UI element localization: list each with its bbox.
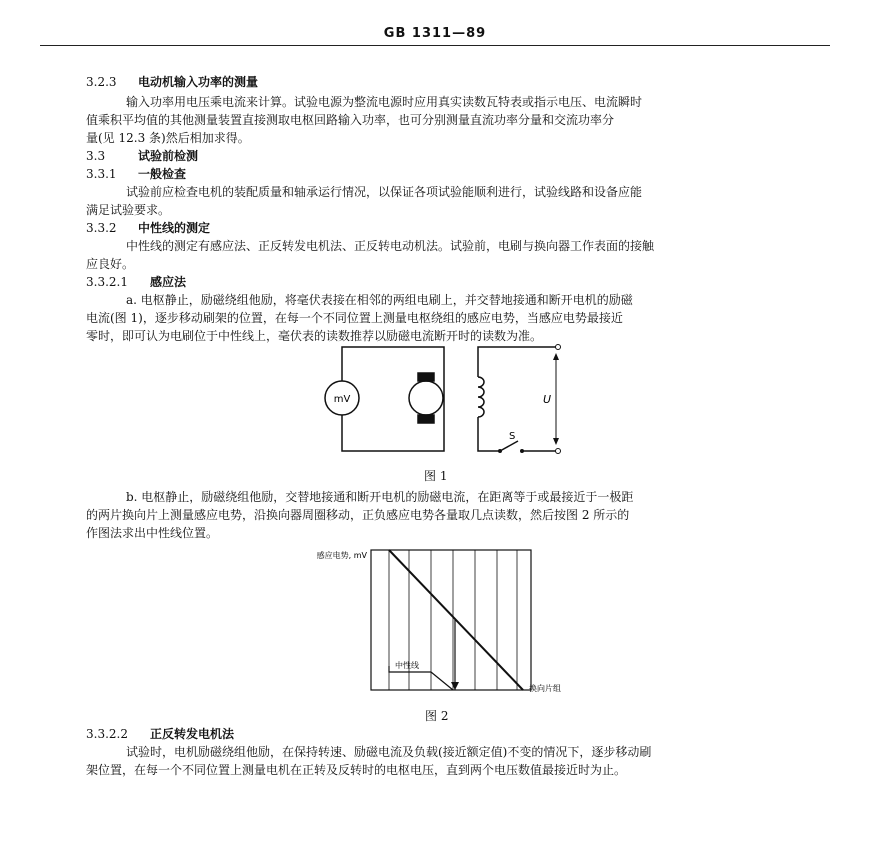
voltage-arrow-head-down bbox=[553, 438, 559, 445]
figure-2-graph bbox=[285, 540, 595, 700]
paragraph-line: 量(见 12.3 条)然后相加求得。 bbox=[86, 131, 250, 145]
header-rule bbox=[40, 45, 830, 46]
paragraph-line: b. 电枢静止，励磁绕组他励，交替地接通和断开电机的励磁电流，在距离等于或最接近于一极距 bbox=[126, 490, 634, 504]
section-heading-3-3-2-2 bbox=[86, 726, 234, 743]
voltage-label: U bbox=[543, 393, 552, 406]
section-number: 3.3.2 bbox=[86, 221, 117, 235]
terminal-top bbox=[556, 345, 561, 350]
section-title: 中性线的测定 bbox=[138, 221, 211, 235]
section-title: 试验前检测 bbox=[138, 149, 199, 163]
section-heading-3-3-2-1 bbox=[86, 274, 186, 291]
section-heading-3-2-3 bbox=[86, 74, 258, 91]
field-coil-icon bbox=[478, 377, 484, 417]
paragraph-line: a. 电枢静止，励磁绕组他励，将毫伏表接在相邻的两组电刷上，并交替地接通和断开电机的励磁 bbox=[126, 293, 633, 307]
y-axis-label: 感应电势, mV bbox=[316, 551, 367, 560]
motor-armature-icon bbox=[409, 381, 443, 415]
page-header: GB 1311—89 bbox=[383, 26, 487, 41]
figure-2-caption: 图 2 bbox=[425, 709, 449, 723]
paragraph-line: 的两片换向片上测量感应电势，沿换向器周圈移动，正负感应电势各量取几点读数，然后按图 2 所示的 bbox=[86, 508, 630, 522]
paragraph-line: 试验前应检查电机的装配质量和轴承运行情况，以保证各项试验能顺利进行，试验线路和设备应能 bbox=[126, 185, 643, 199]
paragraph-line: 作图法求出中性线位置。 bbox=[86, 526, 219, 540]
section-title: 感应法 bbox=[150, 275, 187, 289]
switch-contact-right bbox=[520, 449, 524, 453]
figure-1-caption: 图 1 bbox=[424, 469, 448, 483]
voltage-arrow-head-up bbox=[553, 353, 559, 360]
brush-bottom bbox=[418, 415, 434, 423]
paragraph-line: 试验时，电机励磁绕组他励，在保持转速、励磁电流及负载(接近额定值)不变的情况下，逐步移动刷 bbox=[126, 745, 652, 759]
x-axis-label: 换向片组 bbox=[529, 684, 561, 693]
paragraph-line: 应良好。 bbox=[86, 257, 135, 271]
section-number: 3.2.3 bbox=[86, 75, 117, 89]
switch-blade bbox=[500, 441, 518, 451]
field-circuit-wire bbox=[478, 347, 558, 377]
paragraph-line: 满足试验要求。 bbox=[86, 203, 171, 217]
section-number: 3.3.2.1 bbox=[86, 275, 128, 289]
brush-top bbox=[418, 373, 434, 381]
paragraph-line: 值乘积平均值的其他测量装置直接测取电枢回路输入功率，也可分别测量直流功率分量和交流功率分 bbox=[86, 113, 615, 127]
section-number: 3.3.2.2 bbox=[86, 727, 128, 741]
section-heading-3-3 bbox=[86, 148, 198, 165]
section-number: 3.3 bbox=[86, 149, 106, 163]
terminal-bottom bbox=[556, 449, 561, 454]
section-heading-3-3-1 bbox=[86, 166, 186, 183]
paragraph-line: 架位置，在每一个不同位置上测量电机在正转及反转时的电枢电压，直到两个电压数值最接近时为止。 bbox=[86, 763, 627, 777]
paragraph-line: 输入功率用电压乘电流来计算。试验电源为整流电源时应用真实读数瓦特表或指示电压、电流瞬时 bbox=[126, 95, 643, 109]
meter-label: mV bbox=[333, 394, 351, 405]
paragraph-line: 中性线的测定有感应法、正反转发电机法、正反转电动机法。试验前，电刷与换向器工作表面的接触 bbox=[126, 239, 655, 253]
field-circuit-wire-lower bbox=[478, 417, 500, 451]
figure-1-circuit bbox=[300, 335, 590, 465]
section-title: 一般检查 bbox=[138, 167, 187, 181]
switch-label: S bbox=[509, 431, 516, 442]
section-title: 正反转发电机法 bbox=[150, 727, 235, 741]
section-heading-3-3-2 bbox=[86, 220, 210, 237]
switch-contact-left bbox=[498, 449, 502, 453]
neutral-line-label: 中性线 bbox=[395, 661, 419, 670]
paragraph-line: 零时，即可认为电刷位于中性线上，毫伏表的读数推荐以励磁电流断开时的读数为准。 bbox=[86, 329, 543, 343]
paragraph-line: 电流(图 1)，逐步移动刷架的位置，在每一个不同位置上测量电枢绕组的感应电势，当感应电势最接近 bbox=[86, 311, 623, 325]
section-number: 3.3.1 bbox=[86, 167, 117, 181]
section-title: 电动机输入功率的测量 bbox=[138, 75, 259, 89]
